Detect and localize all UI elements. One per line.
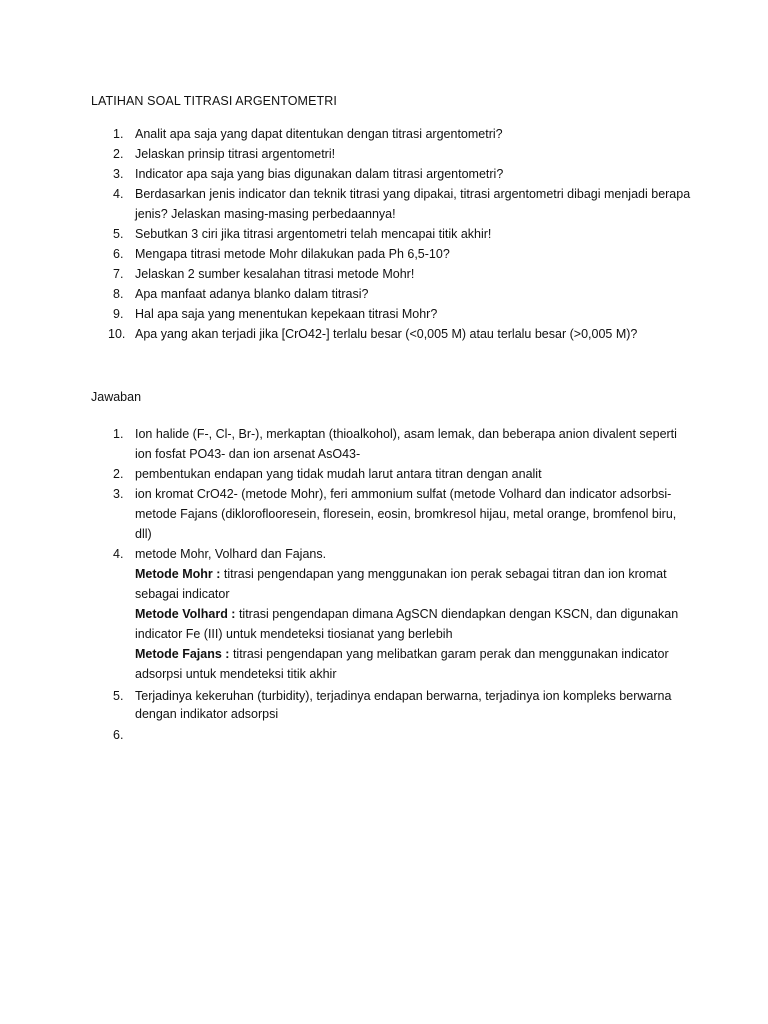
answer-item xyxy=(91,484,691,544)
document-title: LATIHAN SOAL TITRASI ARGENTOMETRI xyxy=(91,94,337,108)
question-number: 6. xyxy=(113,247,124,261)
method-mohr-text: titrasi pengendapan yang menggunakan ion perak sebagai titran dan ion kromat sebagai indicator xyxy=(135,567,667,601)
question-item xyxy=(91,324,691,344)
answer-number: 1. xyxy=(113,427,124,441)
question-item xyxy=(91,244,691,264)
question-text: Analit apa saja yang dapat ditentukan dengan titrasi argentometri? xyxy=(135,127,503,141)
answer-text: Terjadinya kekeruhan (turbidity), terjadinya endapan berwarna, terjadinya ion kompleks berwarna dengan indikator adsorpsi xyxy=(135,689,672,721)
question-item xyxy=(91,184,691,224)
question-item xyxy=(91,164,691,184)
method-mohr-label: Metode Mohr : xyxy=(135,567,221,581)
answer-text: Ion halide (F-, Cl-, Br-), merkaptan (thioalkohol), asam lemak, dan beberapa anion divalent seperti ion fosfat PO43- dan ion arsenat AsO43- xyxy=(135,427,677,461)
question-item xyxy=(91,144,691,164)
method-mohr xyxy=(135,564,691,604)
question-text: Hal apa saja yang menentukan kepekaan titrasi Mohr? xyxy=(135,307,438,321)
answer-number: 2. xyxy=(113,467,124,481)
question-item xyxy=(91,284,691,304)
question-number: 10. xyxy=(108,327,126,341)
question-text: Apa manfaat adanya blanko dalam titrasi? xyxy=(135,287,369,301)
question-text: Indicator apa saja yang bias digunakan dalam titrasi argentometri? xyxy=(135,167,504,181)
question-number: 4. xyxy=(113,187,124,201)
question-number: 7. xyxy=(113,267,124,281)
answer-number: 3. xyxy=(113,487,124,501)
question-text: Jelaskan prinsip titrasi argentometri! xyxy=(135,147,336,161)
method-volhard-label: Metode Volhard : xyxy=(135,607,236,621)
answer-text: pembentukan endapan yang tidak mudah larut antara titran dengan analit xyxy=(135,467,542,481)
question-text: Sebutkan 3 ciri jika titrasi argentometri telah mencapai titik akhir! xyxy=(135,227,492,241)
question-number: 3. xyxy=(113,167,124,181)
method-fajans xyxy=(135,644,691,684)
question-item xyxy=(91,124,691,144)
method-volhard-text: titrasi pengendapan dimana AgSCN diendapkan dengan KSCN, dan digunakan indicator Fe (III) untuk mendeteksi tiosianat yang berlebih xyxy=(135,607,679,641)
answer-item xyxy=(91,464,691,484)
answers-heading: Jawaban xyxy=(91,390,142,404)
answer-item xyxy=(91,687,691,723)
question-item xyxy=(91,304,691,324)
question-text: Apa yang akan terjadi jika [CrO42-] terlalu besar (<0,005 M) atau terlalu besar (>0,005 M)? xyxy=(135,327,638,341)
question-number: 2. xyxy=(113,147,124,161)
answer-text: ion kromat CrO42- (metode Mohr), feri ammonium sulfat (metode Volhard dan indicator adsorbsi-metode Fajans (dikloroflooresein, floresein, eosin, bromkresol hijau, metal orange, bromfenol biru, dll) xyxy=(135,487,677,541)
question-text: Berdasarkan jenis indicator dan teknik titrasi yang dipakai, titrasi argentometri dibagi menjadi berapa jenis? Jelaskan masing-masing perbedaannya! xyxy=(135,187,691,221)
question-number: 1. xyxy=(113,127,124,141)
question-number: 5. xyxy=(113,227,124,241)
method-fajans-label: Metode Fajans : xyxy=(135,647,230,661)
question-item xyxy=(91,264,691,284)
question-number: 8. xyxy=(113,287,124,301)
method-fajans-text: titrasi pengendapan yang melibatkan garam perak dan menggunakan indicator adsorpsi untuk mendeteksi titik akhir xyxy=(135,647,669,681)
question-item xyxy=(91,224,691,244)
method-volhard xyxy=(135,604,691,644)
answer-list xyxy=(91,424,691,742)
question-text: Jelaskan 2 sumber kesalahan titrasi metode Mohr! xyxy=(135,267,415,281)
answer-item xyxy=(91,424,691,464)
answer-number: 4. xyxy=(113,547,124,561)
answer-intro: metode Mohr, Volhard dan Fajans. xyxy=(135,547,327,561)
question-list xyxy=(91,124,691,344)
answer-number: 5. xyxy=(113,689,124,703)
answer-number: 6. xyxy=(113,728,124,742)
question-text: Mengapa titrasi metode Mohr dilakukan pada Ph 6,5-10? xyxy=(135,247,450,261)
answer-item xyxy=(91,544,691,684)
question-number: 9. xyxy=(113,307,124,321)
